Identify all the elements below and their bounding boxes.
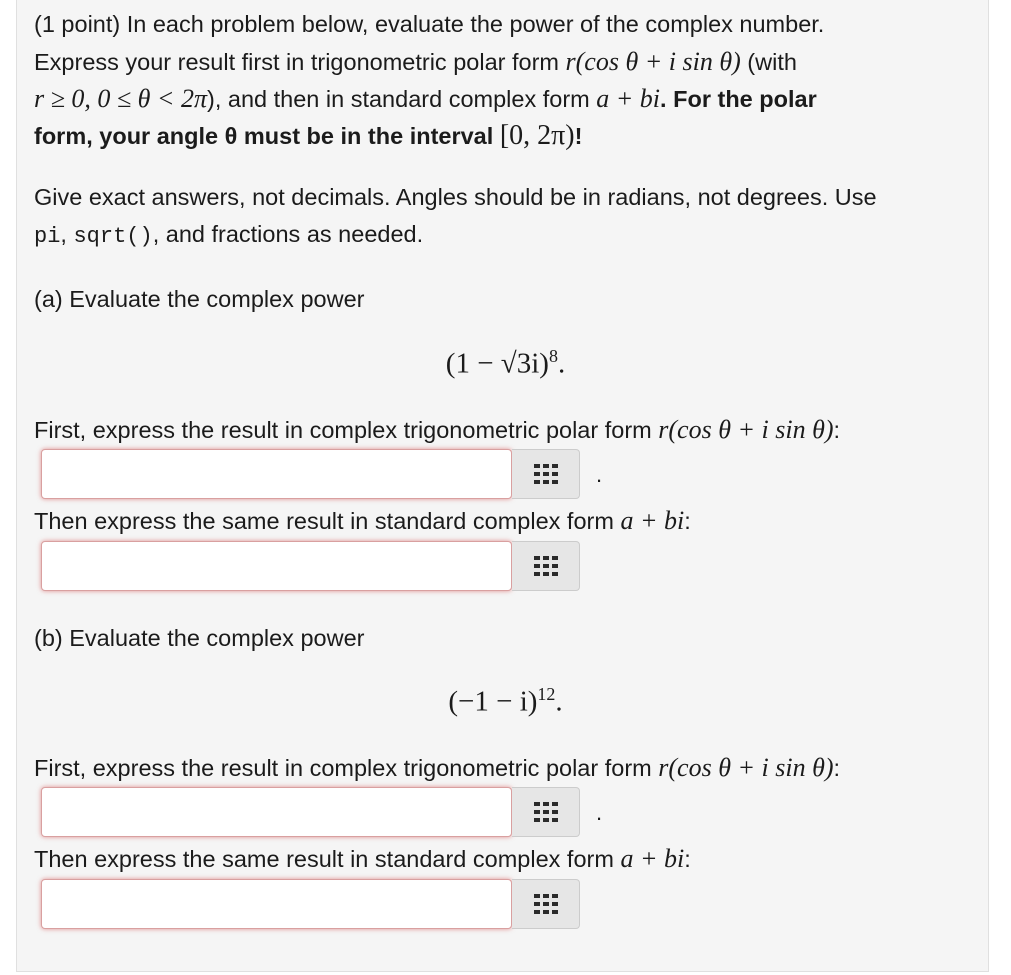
instructions-line-1: Give exact answers, not decimals. Angles should be in radians, not degrees. Use — [34, 184, 877, 210]
intro-line-4: form, your angle θ must be in the interval [0, 2π)! — [34, 120, 583, 151]
code-pi: pi — [34, 224, 61, 249]
part-a-heading: (a) Evaluate the complex power — [34, 286, 365, 312]
part-b-polar-keypad-button[interactable] — [512, 787, 580, 837]
keypad-grid-icon — [534, 894, 558, 914]
part-a-standard-prompt: Then express the same result in standard complex form a + bi: — [34, 506, 691, 535]
interval-math: [0, 2π) — [499, 120, 575, 151]
part-b-standard-prompt: Then express the same result in standard complex form a + bi: — [34, 844, 691, 873]
intro-line-1: (1 point) In each problem below, evaluate the power of the complex number. — [34, 11, 825, 37]
code-sqrt: sqrt() — [73, 224, 153, 249]
keypad-grid-icon — [534, 556, 558, 576]
part-a-period: . — [596, 462, 603, 487]
polar-form-math: r(cos θ + i sin θ) — [565, 47, 741, 76]
part-b-polar-input[interactable] — [41, 787, 512, 837]
part-b-standard-input[interactable] — [41, 879, 512, 929]
intro-line-2: Express your result first in trigonometric polar form r(cos θ + i sin θ) (with — [34, 47, 797, 76]
part-a-polar-keypad-button[interactable] — [512, 449, 580, 499]
keypad-grid-icon — [534, 802, 558, 822]
part-b-heading: (b) Evaluate the complex power — [34, 625, 365, 651]
standard-form-math: a + bi — [596, 84, 661, 113]
condition-math: r ≥ 0, 0 ≤ θ < 2π — [34, 84, 207, 113]
keypad-grid-icon — [534, 464, 558, 484]
part-b-expression: $(-1 - i)^{12}$. — [448, 684, 563, 718]
part-a-standard-input[interactable] — [41, 541, 512, 591]
part-a-standard-keypad-button[interactable] — [512, 541, 580, 591]
part-a-polar-input[interactable] — [41, 449, 512, 499]
part-b-period: . — [596, 800, 603, 825]
part-b-standard-keypad-button[interactable] — [512, 879, 580, 929]
part-a-expression: $(1 - √3i)^8$. — [445, 346, 566, 380]
part-a-polar-prompt: First, express the result in complex trigonometric polar form r(cos θ + i sin θ): — [34, 415, 841, 444]
intro-line-3: r ≥ 0, 0 ≤ θ < 2π), and then in standard complex form a + bi. For the polar — [34, 84, 817, 113]
part-b-polar-prompt: First, express the result in complex trigonometric polar form r(cos θ + i sin θ): — [34, 753, 841, 782]
instructions-line-2: pi, sqrt(), and fractions as needed. — [34, 221, 424, 249]
